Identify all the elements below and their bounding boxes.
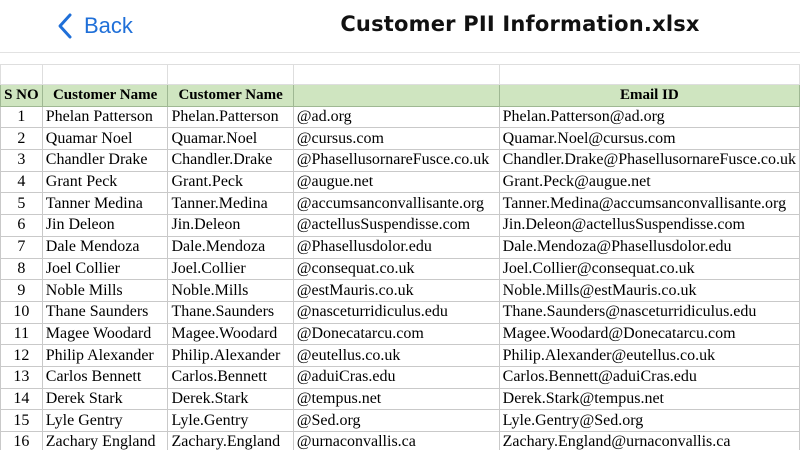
email-cell[interactable]: Magee.Woodard@Donecatarcu.com xyxy=(499,323,799,345)
table-row xyxy=(1,236,800,258)
email-cell[interactable]: Lyle.Gentry@Sed.org xyxy=(499,410,799,432)
sno-cell[interactable]: 15 xyxy=(1,410,43,432)
sno-cell[interactable]: 14 xyxy=(1,388,43,410)
sno-cell[interactable]: 9 xyxy=(1,280,43,302)
email-cell[interactable]: Grant.Peck@augue.net xyxy=(499,171,799,193)
domain-cell[interactable]: @accumsanconvallisante.org xyxy=(293,193,499,215)
domain-cell[interactable]: @ad.org xyxy=(293,106,499,128)
email-cell[interactable]: Carlos.Bennett@aduiCras.edu xyxy=(499,366,799,388)
sno-cell[interactable]: 13 xyxy=(1,366,43,388)
table-row xyxy=(1,128,800,150)
blank-cell[interactable] xyxy=(1,65,43,85)
header-row xyxy=(1,85,800,107)
customer-username-cell[interactable]: Carlos.Bennett xyxy=(168,366,293,388)
customer-name-cell[interactable]: Grant Peck xyxy=(42,171,168,193)
header-blank[interactable] xyxy=(293,85,499,107)
sno-cell[interactable]: 6 xyxy=(1,215,43,237)
domain-cell[interactable]: @augue.net xyxy=(293,171,499,193)
customer-name-cell[interactable]: Quamar Noel xyxy=(42,128,168,150)
domain-cell[interactable]: @urnaconvallis.ca xyxy=(293,432,499,450)
customer-username-cell[interactable]: Lyle.Gentry xyxy=(168,410,293,432)
table-row xyxy=(1,258,800,280)
customer-name-cell[interactable]: Thane Saunders xyxy=(42,301,168,323)
table-row xyxy=(1,193,800,215)
blank-cell[interactable] xyxy=(42,65,168,85)
header-sno[interactable]: S NO xyxy=(1,85,43,107)
email-cell[interactable]: Zachary.England@urnaconvallis.ca xyxy=(499,432,799,450)
domain-cell[interactable]: @Sed.org xyxy=(293,410,499,432)
customer-name-cell[interactable]: Jin Deleon xyxy=(42,215,168,237)
domain-cell[interactable]: @aduiCras.edu xyxy=(293,366,499,388)
domain-cell[interactable]: @consequat.co.uk xyxy=(293,258,499,280)
customer-username-cell[interactable]: Zachary.England xyxy=(168,432,293,450)
table-row xyxy=(1,150,800,172)
sno-cell[interactable]: 7 xyxy=(1,236,43,258)
domain-cell[interactable]: @actellusSuspendisse.com xyxy=(293,215,499,237)
domain-cell[interactable]: @tempus.net xyxy=(293,388,499,410)
email-cell[interactable]: Quamar.Noel@cursus.com xyxy=(499,128,799,150)
customer-username-cell[interactable]: Phelan.Patterson xyxy=(168,106,293,128)
customer-name-cell[interactable]: Noble Mills xyxy=(42,280,168,302)
table-row xyxy=(1,432,800,450)
back-button[interactable] xyxy=(56,10,133,42)
email-cell[interactable]: Noble.Mills@estMauris.co.uk xyxy=(499,280,799,302)
document-title: Customer PII Information.xlsx xyxy=(340,12,700,36)
navigation-bar xyxy=(0,0,800,52)
customer-name-cell[interactable]: Zachary England xyxy=(42,432,168,450)
email-cell[interactable]: Jin.Deleon@actellusSuspendisse.com xyxy=(499,215,799,237)
sno-cell[interactable]: 16 xyxy=(1,432,43,450)
domain-cell[interactable]: @PhasellusornareFusce.co.uk xyxy=(293,150,499,172)
email-cell[interactable]: Chandler.Drake@PhasellusornareFusce.co.uk xyxy=(499,150,799,172)
header-customer-name[interactable]: Customer Name xyxy=(42,85,168,107)
back-label: Back xyxy=(84,13,133,38)
table-row xyxy=(1,106,800,128)
sno-cell[interactable]: 12 xyxy=(1,345,43,367)
table-row xyxy=(1,323,800,345)
customer-username-cell[interactable]: Joel.Collier xyxy=(168,258,293,280)
table-row xyxy=(1,366,800,388)
table-row xyxy=(1,215,800,237)
domain-cell[interactable]: @estMauris.co.uk xyxy=(293,280,499,302)
customer-username-cell[interactable]: Noble.Mills xyxy=(168,280,293,302)
blank-cell[interactable] xyxy=(168,65,293,85)
spreadsheet-view[interactable] xyxy=(0,64,800,450)
customer-name-cell[interactable]: Chandler Drake xyxy=(42,150,168,172)
customer-username-cell[interactable]: Thane.Saunders xyxy=(168,301,293,323)
customer-username-cell[interactable]: Quamar.Noel xyxy=(168,128,293,150)
spreadsheet-table xyxy=(0,64,800,450)
sno-cell[interactable]: 1 xyxy=(1,106,43,128)
sno-cell[interactable]: 4 xyxy=(1,171,43,193)
domain-cell[interactable]: @eutellus.co.uk xyxy=(293,345,499,367)
sno-cell[interactable]: 8 xyxy=(1,258,43,280)
table-row xyxy=(1,171,800,193)
header-email-id[interactable]: Email ID xyxy=(499,85,799,107)
domain-cell[interactable]: @cursus.com xyxy=(293,128,499,150)
customer-name-cell[interactable]: Tanner Medina xyxy=(42,193,168,215)
customer-username-cell[interactable]: Derek.Stark xyxy=(168,388,293,410)
domain-cell[interactable]: @nasceturridiculus.edu xyxy=(293,301,499,323)
email-cell[interactable]: Dale.Mendoza@Phasellusdolor.edu xyxy=(499,236,799,258)
customer-username-cell[interactable]: Tanner.Medina xyxy=(168,193,293,215)
customer-name-cell[interactable]: Joel Collier xyxy=(42,258,168,280)
email-cell[interactable]: Derek.Stark@tempus.net xyxy=(499,388,799,410)
customer-username-cell[interactable]: Magee.Woodard xyxy=(168,323,293,345)
sno-cell[interactable]: 5 xyxy=(1,193,43,215)
customer-name-cell[interactable]: Lyle Gentry xyxy=(42,410,168,432)
customer-username-cell[interactable]: Dale.Mendoza xyxy=(168,236,293,258)
table-row xyxy=(1,280,800,302)
header-customer-name-2[interactable]: Customer Name xyxy=(168,85,293,107)
table-row xyxy=(1,345,800,367)
customer-name-cell[interactable]: Phelan Patterson xyxy=(42,106,168,128)
email-cell[interactable]: Phelan.Patterson@ad.org xyxy=(499,106,799,128)
customer-username-cell[interactable]: Grant.Peck xyxy=(168,171,293,193)
sno-cell[interactable]: 3 xyxy=(1,150,43,172)
blank-row xyxy=(1,65,800,85)
sno-cell[interactable]: 2 xyxy=(1,128,43,150)
table-row xyxy=(1,388,800,410)
customer-name-cell[interactable]: Dale Mendoza xyxy=(42,236,168,258)
domain-cell[interactable]: @Donecatarcu.com xyxy=(293,323,499,345)
blank-cell[interactable] xyxy=(499,65,799,85)
email-cell[interactable]: Thane.Saunders@nasceturridiculus.edu xyxy=(499,301,799,323)
customer-username-cell[interactable]: Philip.Alexander xyxy=(168,345,293,367)
domain-cell[interactable]: @Phasellusdolor.edu xyxy=(293,236,499,258)
customer-name-cell[interactable]: Derek Stark xyxy=(42,388,168,410)
customer-name-cell[interactable]: Carlos Bennett xyxy=(42,366,168,388)
customer-username-cell[interactable]: Chandler.Drake xyxy=(168,150,293,172)
sno-cell[interactable]: 11 xyxy=(1,323,43,345)
chevron-left-icon xyxy=(56,12,74,40)
customer-username-cell[interactable]: Jin.Deleon xyxy=(168,215,293,237)
table-row xyxy=(1,301,800,323)
email-cell[interactable]: Tanner.Medina@accumsanconvallisante.org xyxy=(499,193,799,215)
sno-cell[interactable]: 10 xyxy=(1,301,43,323)
blank-cell[interactable] xyxy=(293,65,499,85)
email-cell[interactable]: Joel.Collier@consequat.co.uk xyxy=(499,258,799,280)
table-row xyxy=(1,410,800,432)
toolbar-divider xyxy=(0,52,800,64)
customer-name-cell[interactable]: Magee Woodard xyxy=(42,323,168,345)
email-cell[interactable]: Philip.Alexander@eutellus.co.uk xyxy=(499,345,799,367)
customer-name-cell[interactable]: Philip Alexander xyxy=(42,345,168,367)
